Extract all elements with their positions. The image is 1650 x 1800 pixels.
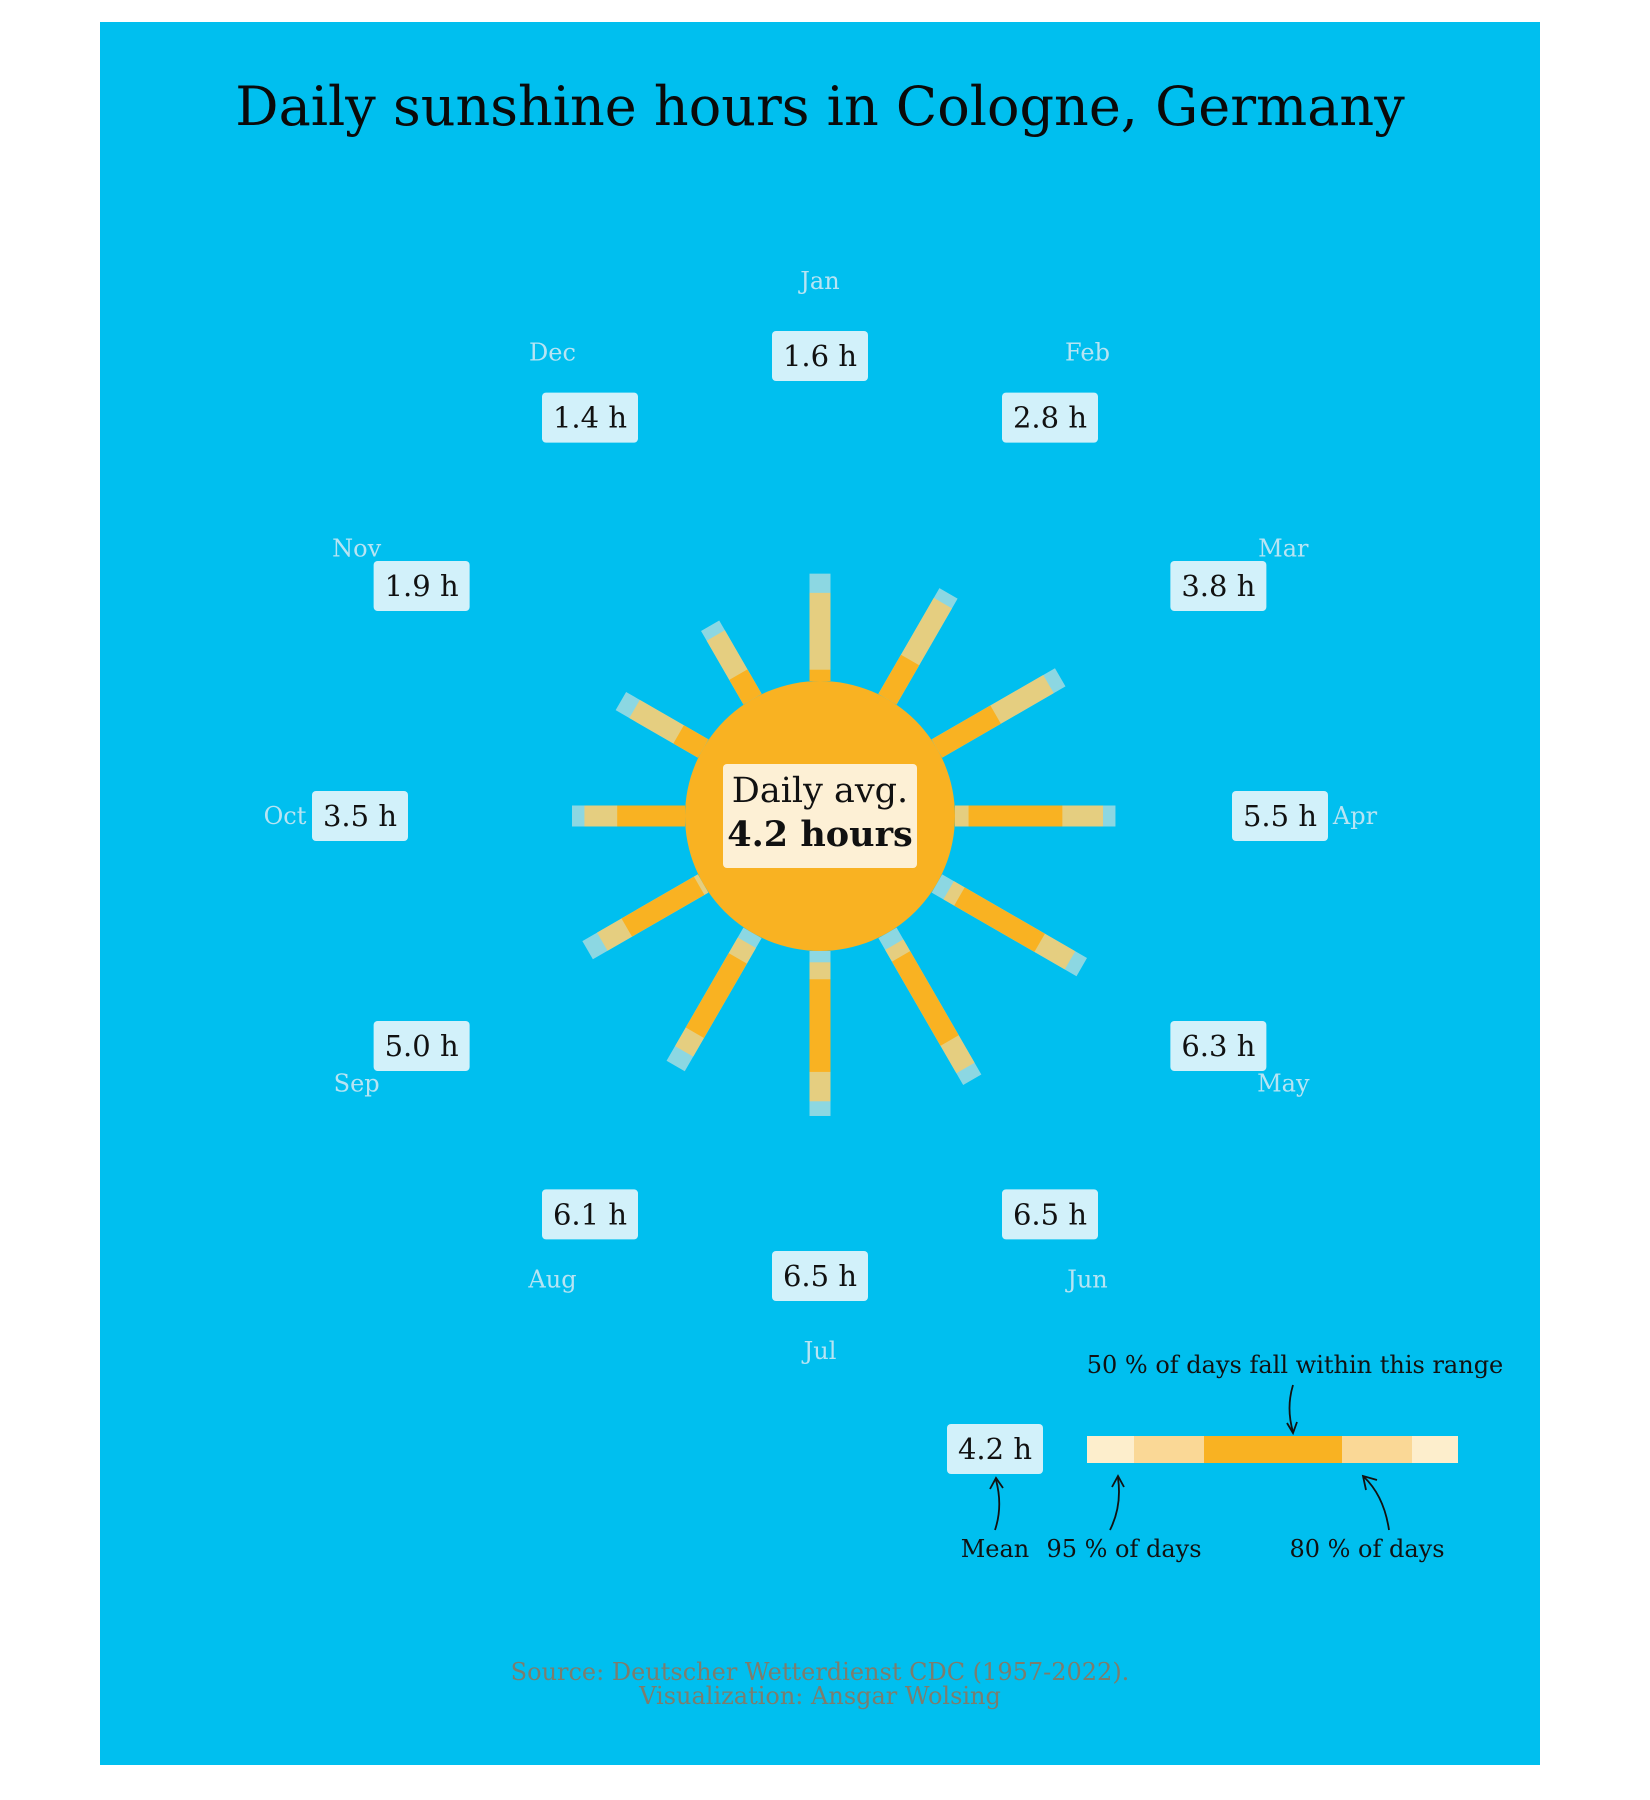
- month-label-sep: Sep: [333, 1069, 380, 1098]
- ray-oct: [572, 806, 685, 827]
- center-label-line2: 4.2 hours: [727, 814, 913, 855]
- ray-p80-jan: [810, 593, 831, 681]
- value-label-nov: 1.9 h: [384, 569, 459, 603]
- value-label-mar: 3.8 h: [1181, 569, 1256, 603]
- value-label-apr: 5.5 h: [1242, 799, 1318, 833]
- month-label-apr: Apr: [1332, 802, 1378, 830]
- ray-p50-jan: [810, 670, 831, 681]
- ray-jul: [810, 951, 831, 1116]
- value-label-sep: 5.0 h: [384, 1029, 459, 1063]
- ray-p50-oct: [617, 806, 685, 827]
- ray-jan: [810, 574, 831, 681]
- value-label-aug: 6.1 h: [552, 1197, 628, 1232]
- value-label-dec: 1.4 h: [552, 400, 628, 435]
- chart-title: Daily sunshine hours in Cologne, Germany: [235, 75, 1405, 138]
- source-line-2: Visualization: Ansgar Wolsing: [639, 1682, 1001, 1710]
- legend-mean-value: 4.2 h: [957, 1432, 1033, 1466]
- legend-bar-p80-right: [1342, 1436, 1412, 1463]
- month-label-aug: Aug: [528, 1265, 577, 1294]
- legend-mean-label: Mean: [960, 1535, 1030, 1563]
- legend-bar-p50: [1204, 1436, 1342, 1463]
- month-label-oct: Oct: [263, 802, 307, 830]
- legend-bar-p80-left: [1134, 1436, 1204, 1463]
- ray-apr: [955, 806, 1115, 827]
- legend-p80-label: 80 % of days: [1289, 1535, 1445, 1563]
- value-label-may: 6.3 h: [1181, 1029, 1256, 1063]
- month-label-feb: Feb: [1065, 338, 1110, 367]
- value-label-feb: 2.8 h: [1012, 400, 1088, 435]
- month-label-may: May: [1257, 1069, 1310, 1098]
- month-label-dec: Dec: [529, 338, 576, 367]
- legend-p95-label: 95 % of days: [1046, 1535, 1202, 1563]
- ray-p50-jul: [810, 979, 831, 1072]
- month-label-jan: Jan: [800, 267, 840, 295]
- value-label-jun: 6.5 h: [1012, 1197, 1088, 1232]
- center-label-line1: Daily avg.: [731, 771, 909, 811]
- month-label-mar: Mar: [1258, 534, 1309, 563]
- month-label-jun: Jun: [1067, 1265, 1108, 1294]
- legend-bar-p95-right: [1412, 1436, 1458, 1463]
- value-label-oct: 3.5 h: [322, 799, 398, 833]
- month-label-jul: Jul: [803, 1337, 837, 1365]
- ray-p50-apr: [969, 806, 1063, 827]
- value-label-jul: 6.5 h: [782, 1259, 858, 1293]
- value-label-jan: 1.6 h: [782, 339, 858, 373]
- month-label-nov: Nov: [332, 534, 382, 563]
- legend-p50-label: 50 % of days fall within this range: [1086, 1351, 1504, 1379]
- source-line-1: Source: Deutscher Wetterdienst CDC (1957-2022).: [510, 1658, 1130, 1686]
- legend-bar-p95-left: [1087, 1436, 1134, 1463]
